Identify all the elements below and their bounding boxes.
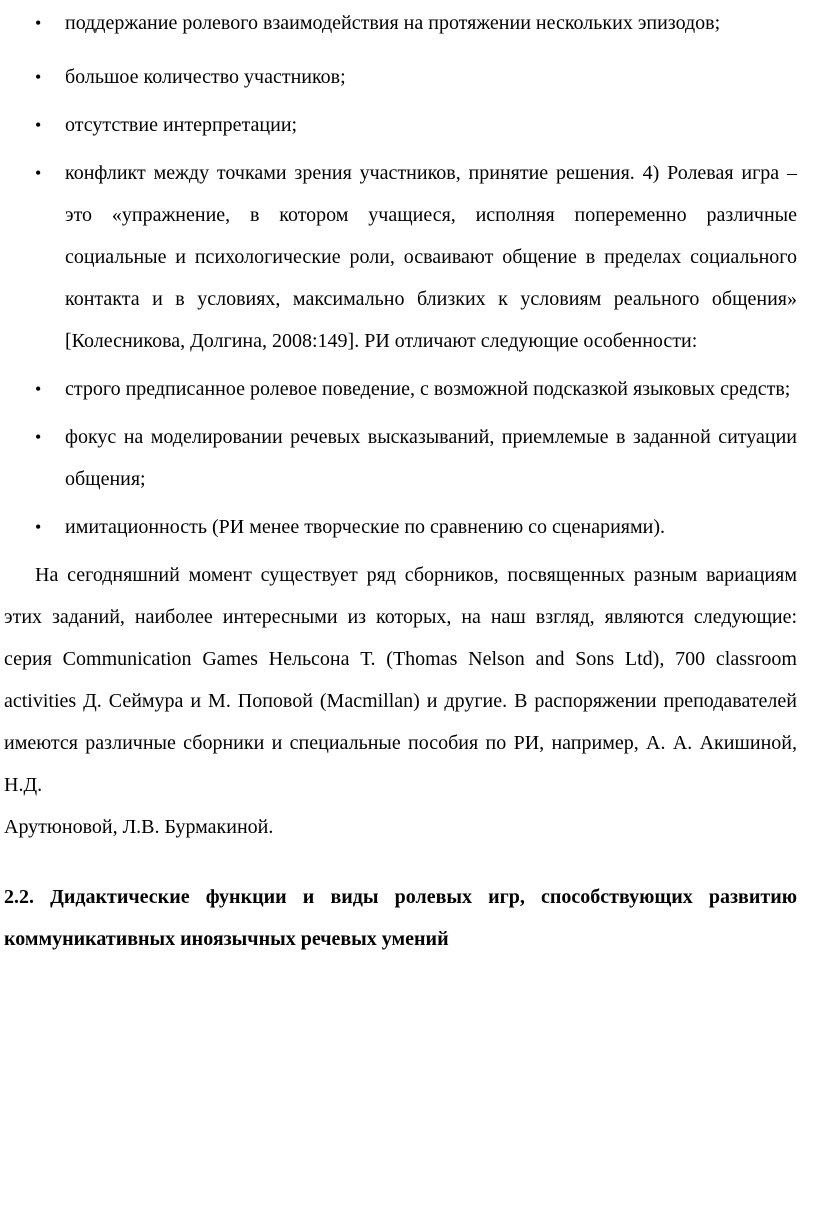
bullet-text: имитационность (РИ менее творческие по сравнению со сценариями). <box>65 516 666 538</box>
bullet-text: строго предписанное ролевое поведение, с возможной подсказкой языковых средств; <box>65 378 791 400</box>
bullet-marker-icon: • <box>35 13 42 33</box>
list-item <box>4 368 797 410</box>
bullet-marker-icon: • <box>35 163 42 183</box>
bullet-marker-icon: • <box>35 427 42 447</box>
bullet-marker-icon: • <box>35 379 42 399</box>
bullet-text: конфликт между точками зрения участников, принятие решения. 4) Ролевая игра – это «упражнение, в котором учащиеся, исполняя попеременно различные социальные и психологические роли, осваивают общение в пределах социального контакта и в условиях, максимально близких к условиям реального общения» [Колесникова, Долгина, 2008:149]. РИ отличают следующие особенности: <box>65 162 797 352</box>
list-item <box>4 506 797 548</box>
paragraph: Арутюновой, Л.В. Бурмакиной. <box>4 816 274 838</box>
list-item <box>4 2 797 44</box>
list-item <box>4 416 797 500</box>
list-item <box>4 104 797 146</box>
bullet-marker-icon: • <box>35 517 42 537</box>
section-heading: 2.2. Дидактические функции и виды ролевых игр, способствующих развитию коммуникативных иноязычных речевых умений <box>4 886 797 950</box>
bullet-marker-icon: • <box>35 67 42 87</box>
bullet-list <box>4 2 797 548</box>
bullet-text: поддержание ролевого взаимодействия на протяжении нескольких эпизодов; <box>65 12 721 34</box>
bullet-text: большое количество участников; <box>65 66 346 88</box>
bullet-text: фокус на моделировании речевых высказываний, приемлемые в заданной ситуации общения; <box>65 426 797 490</box>
list-item <box>4 56 797 98</box>
paragraph: На сегодняшний момент существует ряд сборников, посвященных разным вариациям этих заданий, наиболее интересными из которых, на наш взгляд, являются следующие: серия Communication Games Нельсона Т. (Thomas Nelson and Sons Ltd), 700 classroom activities Д. Сеймура и М. Поповой (Macmillan) и другие. В распоряжении преподавателей имеются различные сборники и специальные пособия по РИ, например, А. А. Акишиной, Н.Д. <box>4 564 797 796</box>
list-item <box>4 152 797 362</box>
bullet-text: отсутствие интерпретации; <box>65 114 298 136</box>
bullet-marker-icon: • <box>35 115 42 135</box>
